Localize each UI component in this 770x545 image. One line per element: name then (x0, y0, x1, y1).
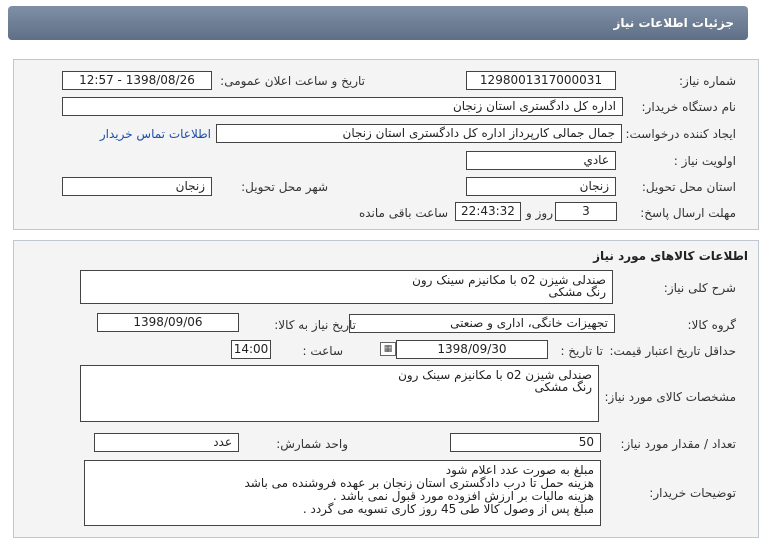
buyer-field: اداره کل دادگستری استان زنجان (62, 97, 623, 116)
priority-label: اولویت نیاز : (673, 154, 736, 168)
creator-field: جمال جمالی کارپرداز اداره کل دادگستری استان زنجان (216, 124, 622, 143)
announce-label: تاریخ و ساعت اعلان عمومی: (220, 74, 365, 88)
deadline-days-unit: روز و (526, 206, 553, 220)
goods-info-panel (13, 240, 759, 538)
notes-line: مبلغ به صورت عدد اعلام شود (445, 463, 594, 477)
province-field: زنجان (466, 177, 616, 196)
need-number-label: شماره نیاز: (679, 74, 736, 88)
province-label: استان محل تحویل: (641, 180, 736, 194)
notes-textarea (84, 460, 601, 526)
creator-label: ایجاد کننده درخواست: (625, 127, 736, 141)
specs-label: مشخصات کالای مورد نیاز: (604, 390, 736, 404)
deadline-remaining-label: ساعت باقی مانده (358, 206, 448, 220)
time-label: ساعت : (302, 344, 343, 358)
header-bar (8, 6, 748, 40)
until-date-label: تا تاریخ : (560, 344, 603, 358)
notes-label: توضیحات خریدار: (649, 486, 736, 500)
goods-section-title: اطلاعات کالاهای مورد نیاز (593, 249, 748, 263)
unit-label: واحد شمارش: (276, 437, 348, 451)
specs-line: رنگ مشکی (534, 380, 592, 394)
summary-line: صندلی شیزن o2 با مکانیزم سینک رون (412, 273, 606, 287)
city-field: زنجان (62, 177, 212, 196)
notes-line: هزینه حمل تا درب دادگستری استان زنجان بر عهده فروشنده می باشد (244, 476, 594, 490)
validity-label: حداقل تاریخ اعتبار قیمت: (609, 344, 736, 358)
need-date-field: 1398/09/06 (97, 313, 239, 332)
qty-label: تعداد / مقدار مورد نیاز: (620, 437, 736, 451)
summary-label: شرح کلی نیاز: (663, 281, 736, 295)
announce-field: 1398/08/26 - 12:57 (62, 71, 212, 90)
group-field: تجهیزات خانگی، اداری و صنعتی (349, 314, 615, 333)
deadline-days-field: 3 (555, 202, 617, 221)
need-date-label: تاریخ نیاز به کالا: (274, 318, 356, 332)
priority-field: عادي (466, 151, 616, 170)
until-date-field: 1398/09/30 (396, 340, 548, 359)
contact-buyer-link[interactable]: اطلاعات تماس خریدار (99, 127, 211, 141)
page-title: جزئیات اطلاعات نیاز (613, 16, 734, 30)
specs-textarea (80, 365, 599, 422)
deadline-label: مهلت ارسال پاسخ: (640, 206, 736, 220)
buyer-label: نام دستگاه خریدار: (641, 100, 736, 114)
need-number-field: 1298001317000031 (466, 71, 616, 90)
time-field: 14:00 (231, 340, 271, 359)
notes-line: مبلغ پس از وصول کالا طی 45 روز کاری تسویه می گردد . (302, 502, 594, 516)
unit-field: عدد (94, 433, 239, 452)
need-info-panel (13, 59, 759, 230)
summary-line: رنگ مشکی (548, 285, 606, 299)
calendar-icon[interactable]: ▦ (380, 342, 396, 356)
qty-field: 50 (450, 433, 601, 452)
deadline-time-field: 22:43:32 (455, 202, 521, 221)
city-label: شهر محل تحویل: (241, 180, 328, 194)
notes-line: هزینه مالیات بر ارزش افزوده مورد قبول نمی باشد . (332, 489, 594, 503)
summary-textarea (80, 270, 613, 304)
group-label: گروه کالا: (687, 318, 736, 332)
specs-line: صندلی شیزن o2 با مکانیزم سینک رون (398, 368, 592, 382)
